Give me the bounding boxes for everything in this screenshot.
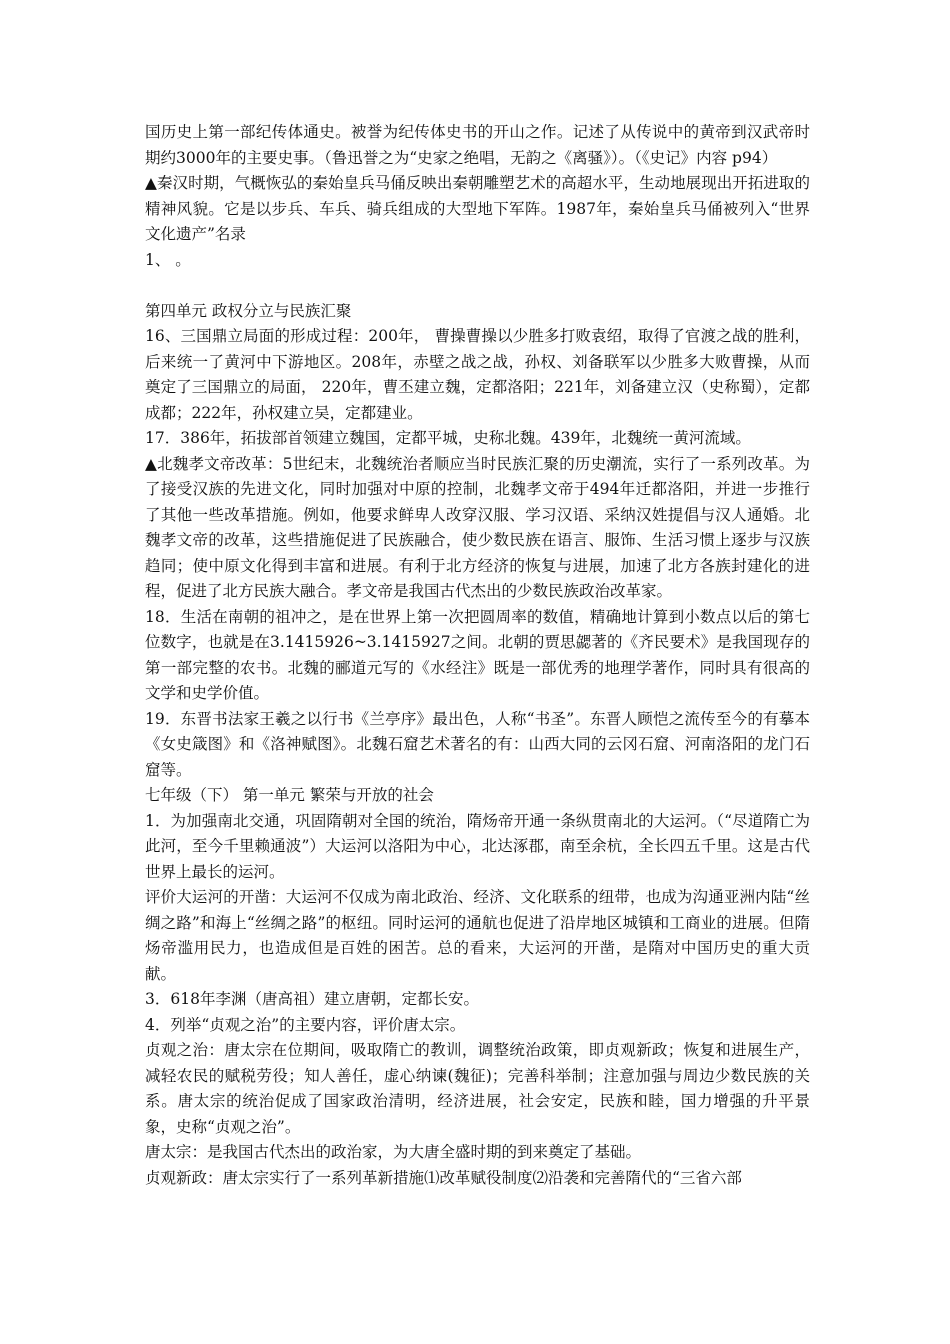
blank-line [145,273,810,299]
paragraph-item-4: 4．列举“贞观之治”的主要内容，评价唐太宗。 [145,1015,466,1034]
paragraph-item-1-grand-canal: 1．为加强南北交通，巩固隋朝对全国的统治，隋炀帝开通一条纵贯南北的大运河。（“尽道隋亡为此河，至今千里赖通波”）大运河以洛阳为中心，北达涿郡，南至余杭，全长四五千里。这是古代世界上最长的运河。 [145,811,810,881]
paragraph-item-17: 17．386年，拓拔部首领建立魏国，定都平城，史称北魏。439年，北魏统一黄河流域。 [145,429,751,447]
paragraph-item-3: 3．618年李渊（唐高祖）建立唐朝，定都长安。 [145,990,479,1008]
paragraph-list-item-1: 1、 。 [145,250,191,269]
document-page [145,120,810,1191]
paragraph-item-16: 16、三国鼎立局面的形成过程：200年， 曹操曹操以少胜多打败袁绍，取得了官渡之战的胜利，后来统一了黄河中下游地区。208年，赤壁之战之战，孙权、刘备联军以少胜多大败曹操，从而奠定了三国鼎立的局面， 220年，曹丕建立魏，定都洛阳；221年，刘备建立汉（史称蜀），定都成都；222年，孙权建立吴，定都建业。 [145,327,810,422]
section-heading-unit-4: 第四单元 政权分立与民族汇聚 [145,301,352,320]
paragraph-shiji-intro: 国历史上第一部纪传体通史。被誉为纪传体史书的开山之作。记述了从传说中的黄帝到汉武帝时期约3000年的主要史事。（鲁迅誉之为“史家之绝唱，无韵之《离骚》）。（《史记》内容 p94） [145,123,810,167]
paragraph-xiaowen-reform: ▲北魏孝文帝改革：5世纪末，北魏统治者顺应当时民族汇聚的历史潮流，实行了一系列改革。为了接受汉族的先进文化，同时加强对中原的控制，北魏孝文帝于494年迁都洛阳，并进一步推行了其他一些改革措施。例如，他要求鲜卑人改穿汉服、学习汉语、采纳汉姓提倡与汉人通婚。北魏孝文帝的改革，这些措施促进了民族融合，使少数民族在语言、服饰、生活习惯上逐步与汉族趋同；使中原文化得到丰富和进展。有利于北方经济的恢复与进展，加速了北方各族封建化的进程，促进了北方民族大融合。孝文帝是我国古代杰出的少数民族政治改革家。 [145,454,810,600]
paragraph-item-18: 18．生活在南朝的祖冲之，是在世界上第一次把圆周率的数值，精确地计算到小数点以后的第七位数字，也就是在3.1415926~3.1415927之间。北朝的贾思勰著的《齐民要术》是我国现存的第一部完整的农书。北魏的郦道元写的《水经注》既是一部优秀的地理学著作，同时具有很高的文学和史学价值。 [145,607,810,702]
section-heading-grade7-unit-1: 七年级（下） 第一单元 繁荣与开放的社会 [145,786,434,804]
paragraph-terracotta-army: ▲秦汉时期，气概恢弘的秦始皇兵马俑反映出秦朝雕塑艺术的高超水平，生动地展现出开拓进取的精神风貌。它是以步兵、车兵、骑兵组成的大型地下军阵。1987年，秦始皇兵马俑被列入“世界文化遗产”名录 [145,174,810,243]
paragraph-zhenguan-new-policy: 贞观新政：唐太宗实行了一系列革新措施⑴改革赋役制度⑵沿袭和完善隋代的“三省六部 [145,1168,742,1187]
paragraph-taizong: 唐太宗：是我国古代杰出的政治家，为大唐全盛时期的到来奠定了基础。 [145,1143,642,1161]
paragraph-canal-evaluation: 评价大运河的开凿：大运河不仅成为南北政治、经济、文化联系的纽带，也成为沟通亚洲内陆“丝绸之路”和海上“丝绸之路”的枢纽。同时运河的通航也促进了沿岸地区城镇和工商业的进展。但隋炀帝滥用民力，也造成但是百姓的困苦。总的看来，大运河的开凿，是隋对中国历史的重大贡献。 [145,888,810,983]
paragraph-item-19: 19．东晋书法家王羲之以行书《兰亭序》最出色，人称“书圣”。东晋人顾恺之流传至今的有摹本《女史箴图》和《洛神赋图》。北魏石窟艺术著名的有：山西大同的云冈石窟、河南洛阳的龙门石窟等。 [145,709,810,779]
paragraph-zhenguan-rule: 贞观之治：唐太宗在位期间，吸取隋亡的教训，调整统治政策，即贞观新政；恢复和进展生产，减轻农民的赋税劳役；知人善任，虚心纳谏(魏征)；完善科举制；注意加强与周边少数民族的关系。唐太宗的统治促成了国家政治清明，经济进展，社会安定，民族和睦，国力增强的升平景象，史称“贞观之治”。 [145,1041,810,1136]
